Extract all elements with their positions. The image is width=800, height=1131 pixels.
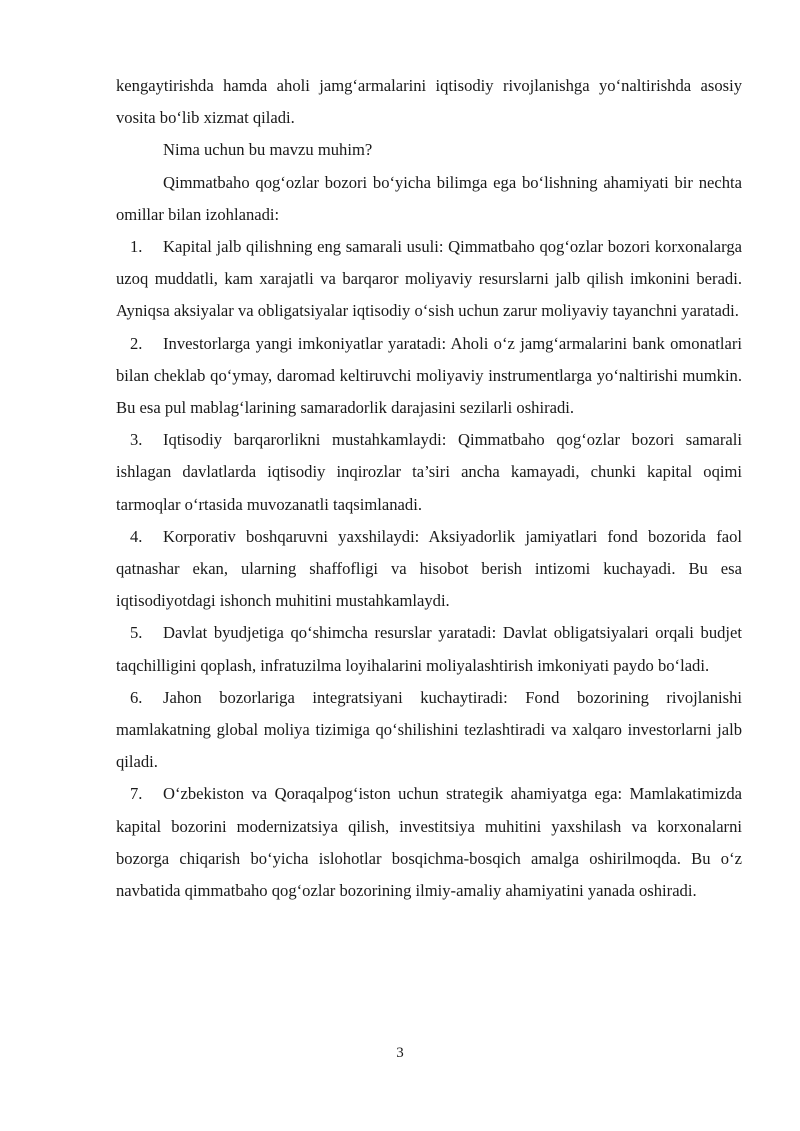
list-item-text: Jahon bozorlariga integratsiyani kuchaytiradi: Fond bozorining rivojlanishi mamlakatning global moliya tizimiga qo‘shilishini tezlashtiradi va xalqaro investorlarni jalb qiladi.	[116, 687, 742, 772]
list-item	[116, 328, 742, 425]
list-item	[116, 521, 742, 618]
paragraph-intro: Qimmatbaho qog‘ozlar bozori bo‘yicha bilimga ega bo‘lishning ahamiyati bir nechta omillar bilan izohlanadi:	[116, 172, 742, 224]
list-item	[116, 231, 742, 328]
list-item-number: 2.	[130, 333, 143, 353]
page-number: 3	[396, 1045, 404, 1061]
list-item-text: Iqtisodiy barqarorlikni mustahkamlaydi: Qimmatbaho qog‘ozlar bozori samarali ishlagan davlatlarda iqtisodiy inqirozlar ta’siri ancha kamayadi, chunki kapital oqimi tarmoqlar o‘rtasida muvozanatli taqsimlanadi.	[116, 430, 742, 514]
list-item-number: 1.	[130, 237, 143, 257]
numbered-list	[116, 231, 742, 907]
list-item-number: 3.	[130, 430, 143, 450]
list-item-number: 4.	[130, 526, 143, 546]
list-item	[116, 617, 742, 681]
list-item-text: Investorlarga yangi imkoniyatlar yaratadi: Aholi o‘z jamg‘armalarini bank omonatlari bilan cheklab qo‘ymay, daromad keltiruvchi moliyaviy instrumentlarga yo‘naltirishi mumkin. Bu esa pul mablag‘larining samaradorlik darajasini sezilarli oshiradi.	[116, 333, 742, 418]
list-item	[116, 682, 742, 779]
list-item	[116, 778, 742, 907]
list-item-text: Davlat byudjetiga qo‘shimcha resurslar yaratadi: Davlat obligatsiyalari orqali budjet taqchilligini qoplash, infratuzilma loyihalarini moliyalashtirish imkoniyati paydo bo‘ladi.	[116, 623, 742, 675]
paragraph-continuation: kengaytirishda hamda aholi jamg‘armalarini iqtisodiy rivojlanishga yo‘naltirishda asosiy vosita bo‘lib xizmat qiladi.	[116, 76, 742, 128]
document-body	[116, 70, 742, 907]
list-item-number: 7.	[130, 784, 143, 804]
list-item-text: O‘zbekiston va Qoraqalpog‘iston uchun strategik ahamiyatga ega: Mamlakatimizda kapital bozorini modernizatsiya qilish, investitsiya muhitini yaxshilash va korxonalarni bozorga chiqarish bo‘yicha islohotlar bosqichma-bosqich amalga oshirilmoqda. Bu o‘z navbatida qimmatbaho qog‘ozlar bozorining ilmiy-amaliy ahamiyatini yanada oshiradi.	[116, 784, 742, 901]
paragraph-question: Nima uchun bu mavzu muhim?	[163, 140, 373, 160]
list-item-text: Kapital jalb qilishning eng samarali usuli: Qimmatbaho qog‘ozlar bozori korxonalarga uzoq muddatli, kam xarajatli va barqaror moliyaviy resurslarni jalb qilish imkonini beradi. Ayniqsa aksiyalar va obligatsiyalar iqtisodiy o‘sish uchun zarur moliyaviy tayanchni yaratadi.	[116, 237, 742, 321]
list-item-number: 6.	[130, 687, 143, 707]
list-item	[116, 424, 742, 521]
list-item-number: 5.	[130, 623, 143, 643]
list-item-text: Korporativ boshqaruvni yaxshilaydi: Aksiyadorlik jamiyatlari fond bozorida faol qatnashar ekan, ularning shaffofligi va hisobot berish intizomi kuchayadi. Bu esa iqtisodiyotdagi ishonch muhitini mustahkamlaydi.	[116, 526, 742, 611]
